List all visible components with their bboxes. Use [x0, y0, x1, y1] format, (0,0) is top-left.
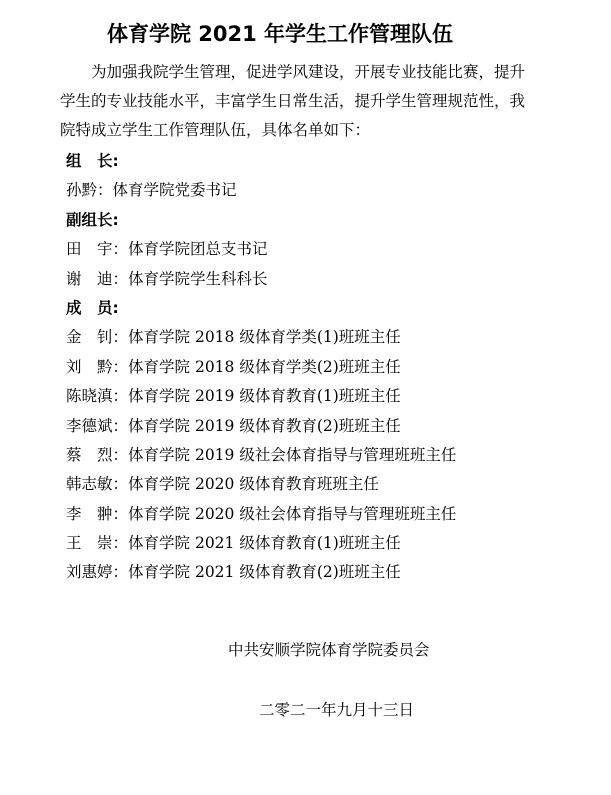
intro-line-1: 为加强我院学生管理，促进学风建设，开展专业技能比赛，提升 [91, 63, 526, 81]
name-separator: ： [112, 416, 129, 435]
member-name: 王 崇 [66, 534, 113, 553]
name-separator: ： [112, 534, 129, 553]
staff-row [66, 382, 586, 411]
intro-paragraph [60, 58, 525, 145]
staff-row [66, 529, 586, 558]
name-separator: ： [112, 445, 129, 464]
member-role: 体育学院党委书记 [112, 181, 237, 200]
member-role: 体育学院 2021 级体育教育(2)班班主任 [128, 563, 401, 582]
member-name: 李德斌 [66, 416, 113, 435]
staff-row [66, 412, 586, 441]
staff-row [66, 470, 586, 499]
intro-line-3: 院特成立学生工作管理队伍，具体名单如下： [60, 121, 371, 139]
staff-heading: 成 员: [66, 298, 119, 317]
name-separator: ： [112, 504, 129, 523]
member-list [66, 147, 586, 588]
deputy-row [66, 235, 586, 264]
member-name: 韩志敏 [66, 475, 113, 494]
member-role: 体育学院 2021 级体育教育(1)班班主任 [128, 534, 401, 553]
document-title: 体育学院 2021 年学生工作管理队伍 [106, 22, 454, 46]
member-name: 田 宇 [66, 240, 113, 259]
member-name: 蔡 烈 [66, 445, 113, 464]
staff-row [66, 500, 586, 529]
member-name: 孙黔 [66, 181, 98, 200]
name-separator: ： [112, 475, 129, 494]
staff-row [66, 441, 586, 470]
staff-row [66, 353, 586, 382]
member-name: 金 钊 [66, 328, 113, 347]
issuer-signature: 中共安顺学院体育学院委员会 [228, 641, 430, 659]
member-role: 体育学院 2019 级体育教育(2)班班主任 [128, 416, 401, 435]
name-separator: ： [112, 269, 129, 288]
deputy-heading: 副组长: [66, 210, 119, 229]
leader-heading: 组 长: [66, 152, 119, 170]
member-role: 体育学院 2019 级体育教育(1)班班主任 [128, 387, 401, 406]
member-role: 体育学院 2020 级社会体育指导与管理班班主任 [128, 504, 457, 523]
member-name: 刘惠婷 [66, 563, 113, 582]
member-role: 体育学院学生科科长 [128, 269, 268, 288]
member-name: 谢 迪 [66, 269, 113, 288]
issue-date: 二零二一年九月十三日 [259, 701, 415, 719]
name-separator: ： [112, 240, 129, 259]
member-role: 体育学院 2020 级体育教育班班主任 [128, 475, 379, 494]
name-separator: ： [112, 387, 129, 406]
staff-row [66, 323, 586, 352]
member-name: 刘 黔 [66, 357, 113, 376]
name-separator: ： [112, 328, 129, 347]
name-separator: ： [112, 357, 129, 376]
name-separator: ： [112, 563, 129, 582]
staff-row [66, 558, 586, 587]
member-role: 体育学院 2018 级体育学类(1)班班主任 [128, 328, 401, 347]
intro-line-2: 学生的专业技能水平，丰富学生日常生活，提升学生管理规范性，我 [60, 92, 526, 110]
name-separator: ： [97, 181, 113, 200]
member-role: 体育学院 2019 级社会体育指导与管理班班主任 [128, 445, 457, 464]
member-name: 陈晓滇 [66, 387, 113, 406]
member-role: 体育学院 2018 级体育学类(2)班班主任 [128, 357, 401, 376]
leader-row [66, 176, 586, 205]
member-name: 李 翀 [66, 504, 113, 523]
member-role: 体育学院团总支书记 [128, 240, 268, 259]
deputy-row [66, 265, 586, 294]
